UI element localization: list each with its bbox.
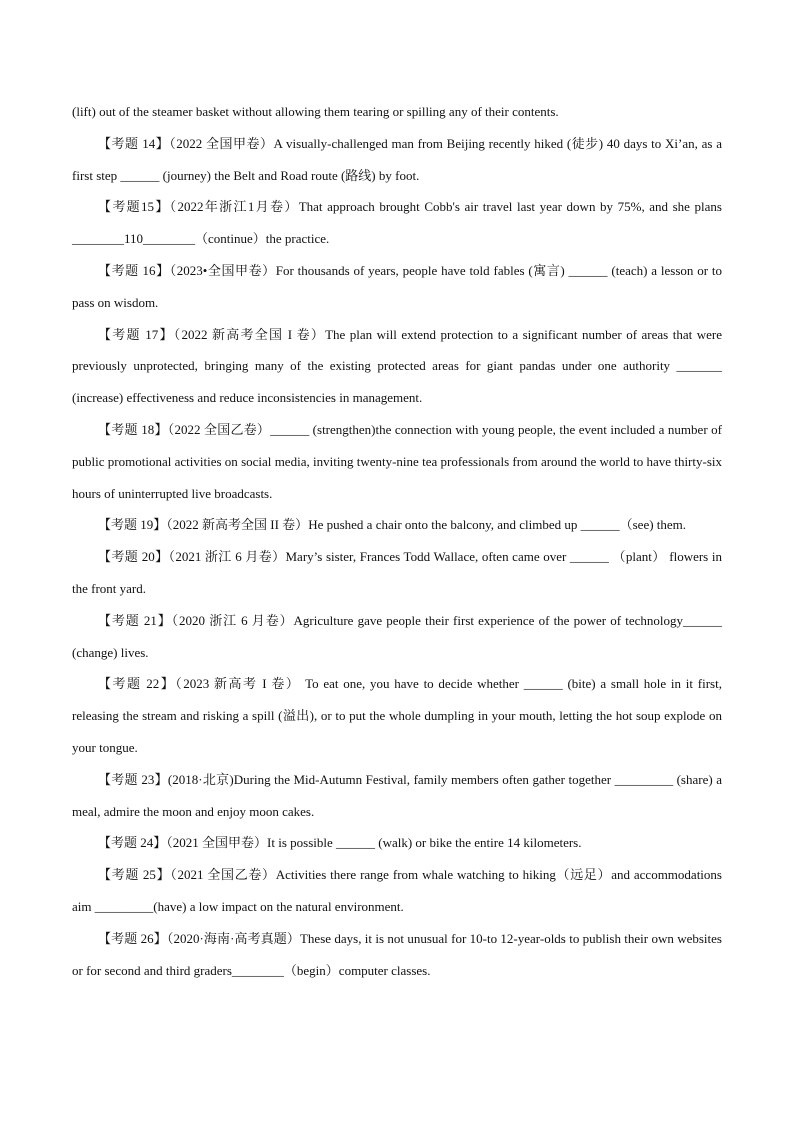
question-24 <box>72 827 722 859</box>
question-text: These days, it is not unusual for 10-to 12-year-olds to publish their own websites or for second and third graders________（begin）computer classes. <box>72 930 722 978</box>
question-text: A visually-challenged man from Beijing recently hiked (徒步) 40 days to Xi’an, as a first step ______ (journey) the Belt and Road route (路线) by foot. <box>72 135 722 183</box>
question-source: （2021 浙江 6 月卷） <box>168 549 286 565</box>
question-tag: 【考题 19】 <box>98 517 167 533</box>
question-source: (2018·北京) <box>167 771 234 787</box>
question-source: （2022 新高考全国 I 卷） <box>173 326 326 342</box>
question-text: During the Mid-Autumn Festival, family members often gather together _________ (share) a meal, admire the moon and enjoy moon cakes. <box>72 771 722 819</box>
question-tag: 【考题 20】 <box>98 549 169 565</box>
question-source: （2022 全国乙卷） <box>167 421 271 437</box>
question-text: He pushed a chair onto the balcony, and climbed up ______（see) them. <box>308 517 687 533</box>
question-tag: 【考题 24】 <box>98 835 167 851</box>
question-tag: 【考题 16】 <box>98 262 170 278</box>
question-text: That approach brought Cobb's air travel last year down by 75%, and she plans ________110________（continue）the practice. <box>72 199 722 247</box>
question-25 <box>72 859 722 923</box>
question-source: （2021 全国甲卷） <box>166 835 268 851</box>
question-15 <box>72 191 722 255</box>
question-source: （2022 全国甲卷） <box>169 135 274 151</box>
question-text: It is possible ______ (walk) or bike the entire 14 kilometers. <box>267 835 582 851</box>
question-text: ______ (strengthen)the connection with young people, the event included a number of public promotional activities on social media, inviting twenty-nine tea professionals from around the world to have thirty-six hours of uninterrupted live broadcasts. <box>72 421 722 501</box>
question-tag: 【考题 26】 <box>98 930 167 946</box>
question-tag: 【考题 21】 <box>98 612 172 628</box>
question-20 <box>72 541 722 605</box>
question-source: （2021 全国乙卷） <box>170 867 276 883</box>
question-tag: 【考题 14】 <box>98 135 170 151</box>
question-19 <box>72 509 722 541</box>
question-text: To eat one, you have to decide whether ______ (bite) a small hole in it first, releasing the stream and risking a spill (溢出), or to put the whole dumpling in your mouth, letting the hot soup explode on your tongue. <box>72 676 722 755</box>
document-page <box>72 96 722 986</box>
question-text: Agriculture gave people their first experience of the power of technology______ (change) lives. <box>72 612 722 660</box>
question-source: （2020 浙江 6 月卷） <box>171 612 294 628</box>
question-18 <box>72 414 722 509</box>
question-tag: 【考题15】 <box>98 199 170 215</box>
question-tag: 【考题 17】 <box>98 326 174 342</box>
question-tag: 【考题 25】 <box>98 867 171 883</box>
question-tag: 【考题 23】 <box>98 771 168 787</box>
question-continuation: (lift) out of the steamer basket without allowing them tearing or spilling any of their contents. <box>72 104 559 119</box>
question-source: （2023 新高考 I 卷） <box>175 676 301 692</box>
question-text: For thousands of years, people have told fables (寓言) ______ (teach) a lesson or to pass on wisdom. <box>72 262 722 310</box>
question-17 <box>72 319 722 414</box>
question-26 <box>72 923 722 987</box>
question-tag: 【考题 22】 <box>98 676 176 692</box>
question-21 <box>72 605 722 669</box>
question-tag: 【考题 18】 <box>98 421 168 437</box>
question-source: （2022年浙江1月卷） <box>169 199 299 215</box>
question-22 <box>72 668 722 763</box>
question-text: Mary’s sister, Frances Todd Wallace, often came over ______ （plant） flowers in the front yard. <box>72 549 722 596</box>
question-source: （2023•全国甲卷） <box>169 262 276 278</box>
question-16 <box>72 255 722 319</box>
question-text: The plan will extend protection to a significant number of areas that were previously unprotected, bringing many of the existing protected areas for giant pandas under one authority _______ (increase) effectiveness and reduce inconsistencies in management. <box>72 326 722 406</box>
question-23 <box>72 764 722 828</box>
question-source: （2020·海南·高考真题） <box>166 930 300 946</box>
question-text: Activities there range from whale watching to hiking（远足）and accommodations aim _________(have) a low impact on the natural environment. <box>72 867 722 914</box>
question-source: （2022 新高考全国 II 卷） <box>166 517 309 533</box>
question-14 <box>72 128 722 192</box>
